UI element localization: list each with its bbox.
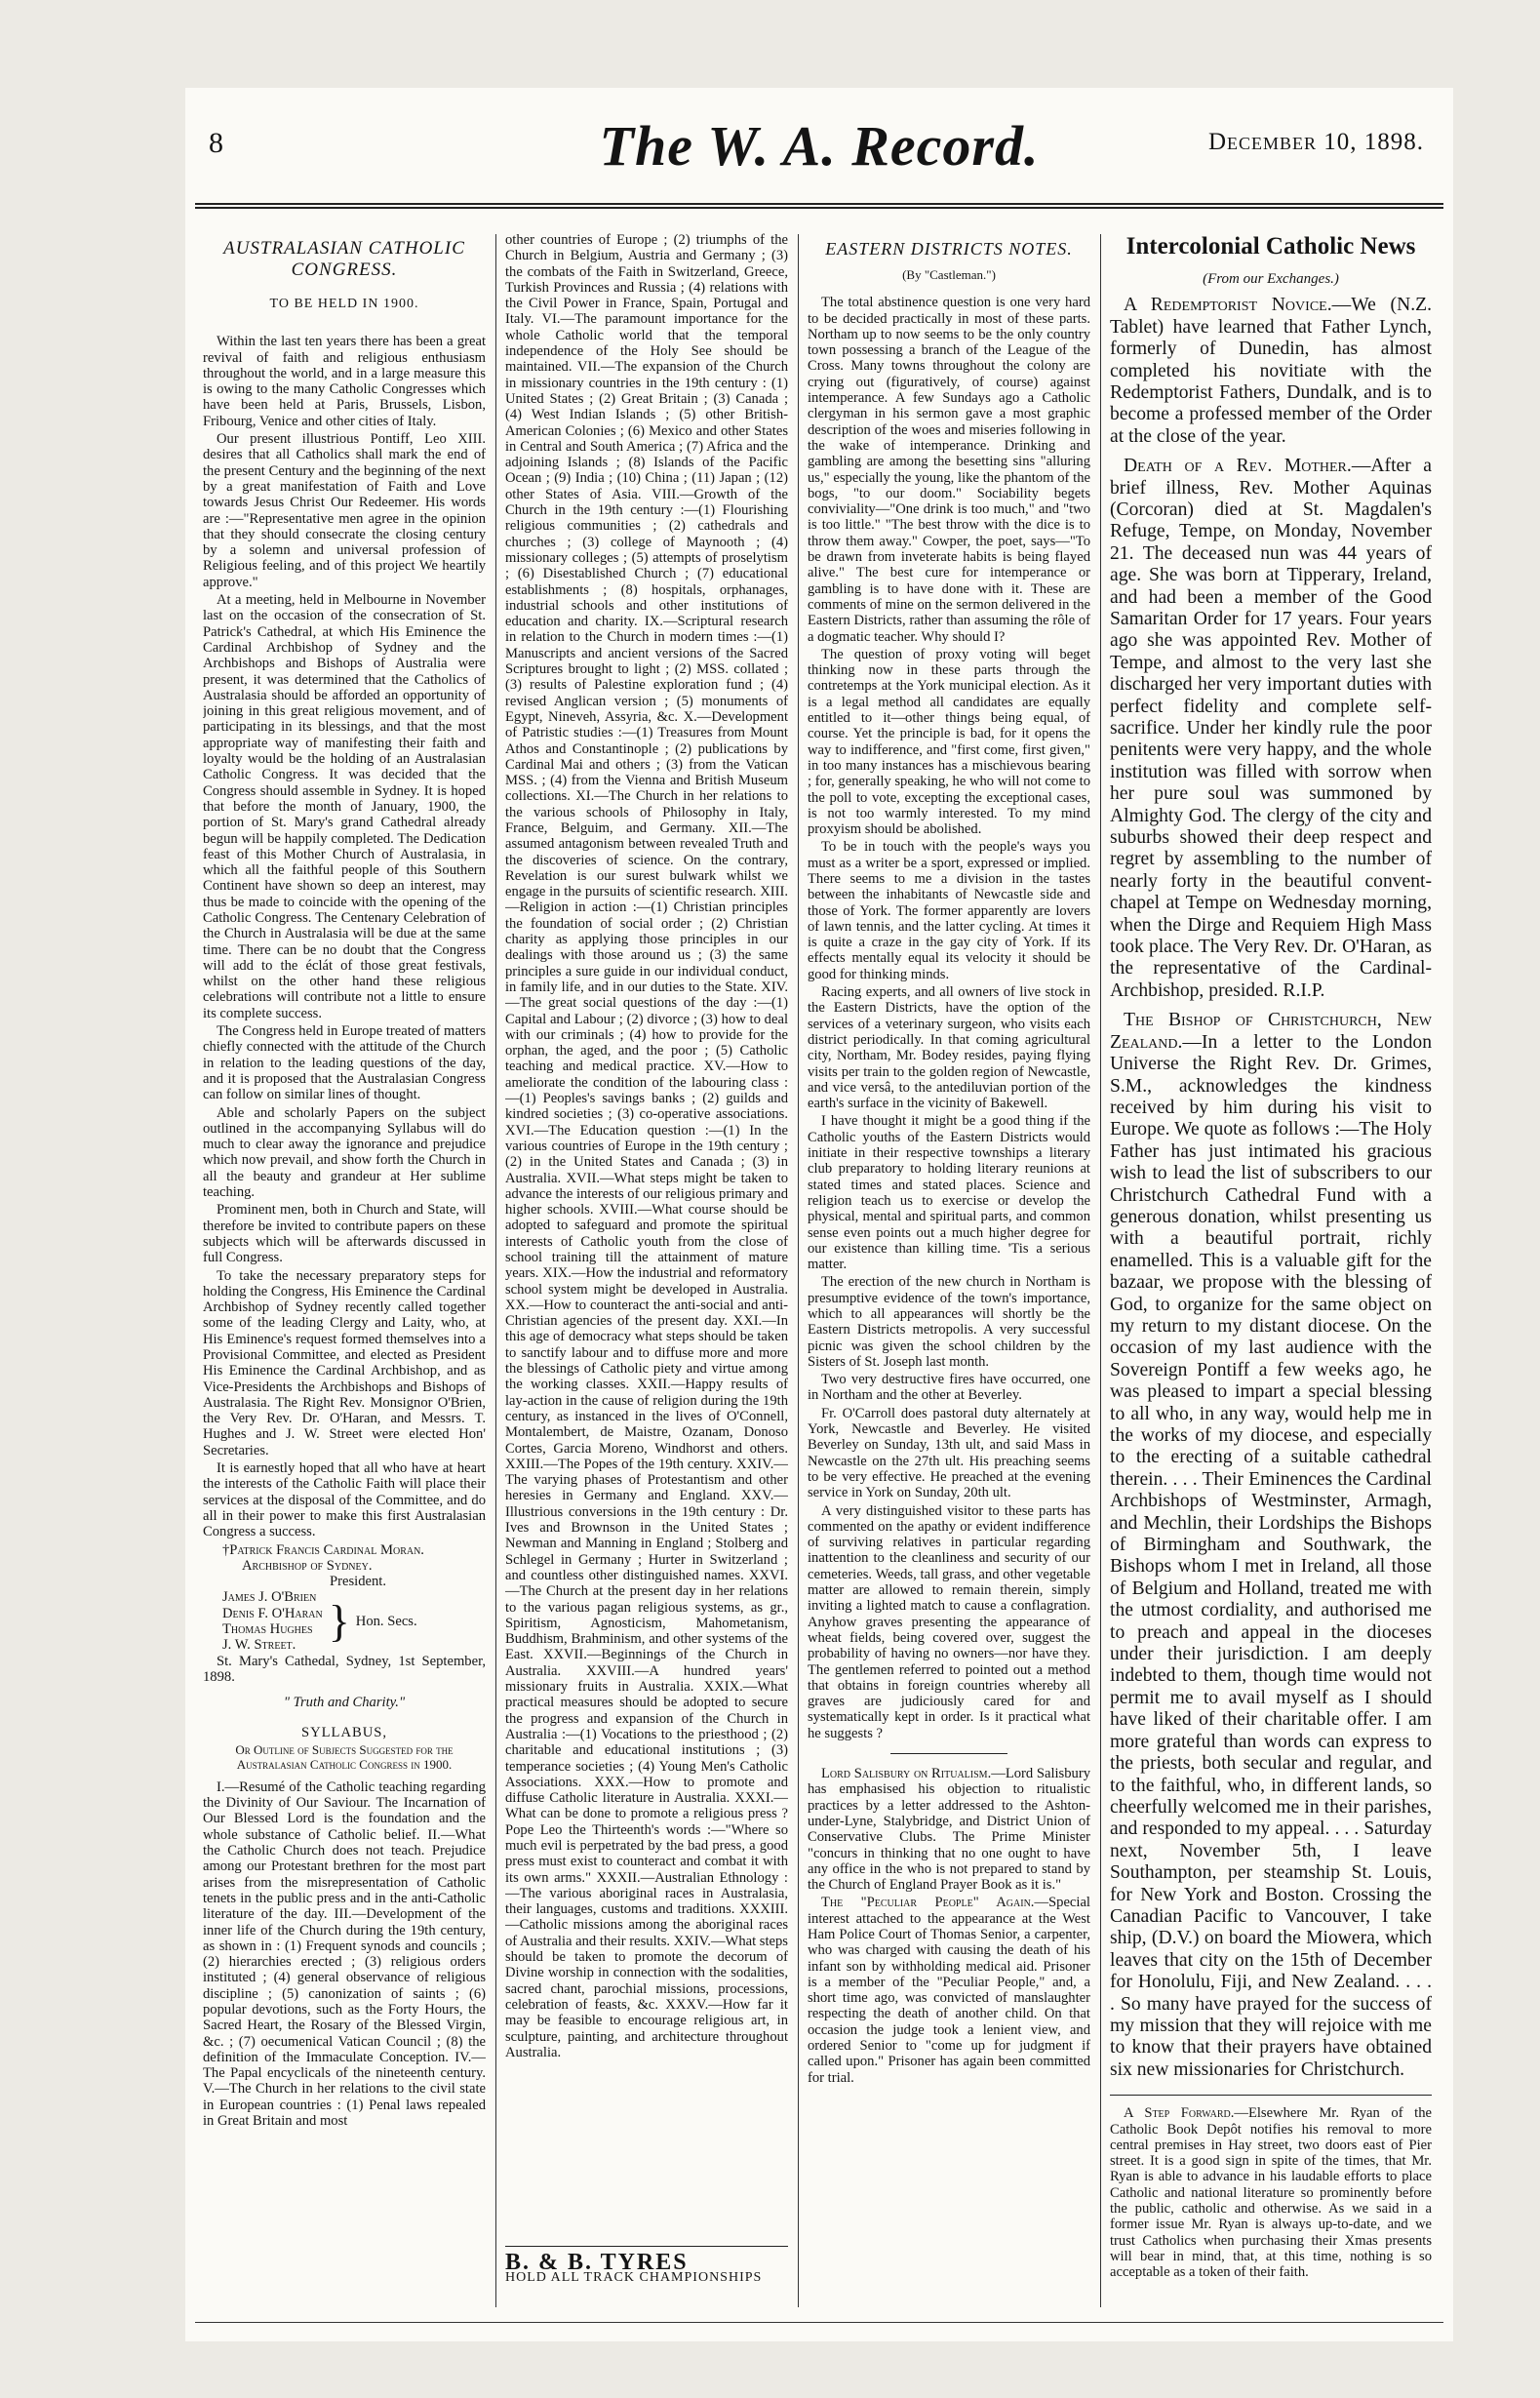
paragraph: Two very destructive fires have occurred, one in Northam and the other at Beverley. <box>808 1372 1090 1404</box>
ad-title-tyres: B. & B. TYRES <box>505 2250 689 2275</box>
place-date: St. Mary's Cathedal, Sydney, 1st September, 1898. <box>203 1653 486 1685</box>
paragraph: The question of proxy voting will beget thinking now in these parts through the contretemps at the York municipal election. As it is a legal method all candidates are equally entitled to it—other things being equal, of course. Yet the principle is bad, for it opens the way to indifference, and "first come, first given," in too many instances has a mischievous bearing ; for, generally speaking, he who will not come to the poll to vote, excepting the exceptional cases, is not too warmly interested. To my mind proxyism should be abolished. <box>808 646 1090 838</box>
paragraph: The erection of the new church in Northam is presumptive evidence of the town's importance, which to all appearances will shortly be the Eastern Districts metropolis. A very successful picnic was given the school children by the Sisters of St. Joseph last month. <box>808 1274 1090 1370</box>
syllabus-continued: other countries of Europe ; (2) triumphs of the Church in Belgium, Austria and Germany ; (3) the combats of the Faith in Switzerland, Greece, Turkish Provinces and Russia ; (4) relations with the Civil Power in France, Spain, Portugal and Italy. VI.—The paramount importance for the whole Catholic world that the temporal independence of the Holy See should be maintained. VII.—The expansion of the Church in missionary countries in the 19th century : (1) United States ; (2) Great Britain ; (3) Canada ; (4) West Indian Islands ; (5) other British-American Colonies ; (6) Mexico and other States in Central and South America ; (7) Africa and the adjoining Islands ; (8) Islands of the Pacific Ocean ; (9) India ; (10) China ; (11) Japan ; (12) other States of Asia. VIII.—Growth of the Church in the 19th century :—(1) Flourishing religious communities ; (2) cathedrals and churches ; (3) college of Maynooth ; (4) missionary colleges ; (5) attempts of proselytism ; (6) Disestablished Church ; (7) educational establishments ; (8) hospitals, orphanages, industrial schools and other institutions of education and charity. IX.—Scriptural research in relation to the Church in modern times :—(1) Manuscripts and ancient versions of the Sacred Scriptures brought to light ; (2) MSS. collated ; (3) results of Palestine exploration fund ; (4) revised Anglican version ; (5) monuments of Egypt, Nineveh, Assyria, &c. X.—Development of Patristic studies :—(1) Treasures from Mount Athos and Constantinople ; (2) publications by Cardinal Mai and others ; (3) from the Vatican MSS. ; (4) from the Vienna and British Museum collections. XI.—The Church in her relations to the various schools of Philosophy in Italy, France, Belguim, and Germany. XII.—The assumed antagonism between revealed Truth and the discoveries of science. On the contrary, Revelation is our surest bulwark whilst we engage in the pursuits of scientific research. XIII.—Religion in action :—(1) Christian principles the foundation of social order ; (2) Christian charity as applying those principles in our dealings with those around us ; (3) the same principles a sure guide in our individual conduct, in family life, and in our duties to the State. XIV.—The great social questions of the day :—(1) Capital and Labour ; (2) divorce ; (3) how to deal with our criminals ; (4) how to provide for the orphan, the aged, and the poor ; (5) Catholic teaching and medical practice. XV.—How to ameliorate the condition of the labouring class :—(1) Peoples's savings banks ; (2) guilds and kindred societies ; (3) co-operative associations. XVI.—The Education question :—(1) In the various countries of Europe in the 19th century ; (2) in the United States and Canada ; (3) in Australia. XVII.—What steps might be taken to advance the interests of our religious primary and higher schools. XVIII.—What course should be adopted to safeguard and promote the spiritual interests of Catholic youth from the close of school training till the attainment of mature years. XIX.—How the industrial and reformatory school system might be developed in Australia. XX.—How to counteract the anti-social and anti-Christian agencies of the present day. XXI.—In this age of democracy what steps should be taken to sanctify labour and to diffuse more and more the blessings of Catholic piety and virtue among the working classes. XXII.—Happy results of lay-action in the cause of religion during the 19th century, as instanced in the lives of O'Connell, Montalembert, de Maistre, Ozanam, Donoso Cortes, Garcia Moreno, Windhorst and others. XXIII.—The Popes of the 19th century. XXIV.—The varying phases of Protestantism and other heresies in Germany and England. XXV.—Illustrious conversions in the 19th century : Dr. Ives and Brownson in the United States ; Newman and Manning in England ; Stolberg and Schlegel in Germany ; Hurter in Switzerland ; and countless other distinguished names. XXVI.—The Church at the present day in her relations to the various pagan religious systems, as gr., Spiritism, Agnosticism, Mahometanism, Buddhism, Brahminism, and other systems of the East. XXVII.—Beginnings of the Church in Australia. XXVIII.—A hundred years' missionary fruits in Australia. XXIX.—What practical measures should be adopted to secure the progress and expansion of the Church in Australia :—(1) Vocations to the priesthood ; (2) charitable and educational institutions ; (3) temperance societies ; (4) Young Men's Catholic Associations. XXX.—How to promote and diffuse Catholic literature in Australia. XXXI.—What can be done to promote a religious press ? Pope Leo the Thirteenth's words :—"Where so much evil is perpetrated by the bad press, a good press must exist to counteract and combat it with its own arms." XXXII.—Australian Ethnology :—The various aboriginal races in Australasia, their languages, customs and traditions. XXXIII.—Catholic missions among the aboriginal races of Australia and their results. XXIV.—What steps should be taken to promote the decorum of Divine worship in connection with the sodalities, sacred chant, parochial missions, processions, celebration of feasts, &c. XXXV.—How far it may be feasible to encourage religious art, in sculpture, painting, and architecture throughout Australia. <box>505 232 788 2060</box>
column-divider <box>495 234 496 2307</box>
paragraph: The Congress held in Europe treated of matters chiefly connected with the attitude of the Church in relation to the leading questions of the day, and it is proposed that the Australasian Congress can follow on similar lines of thought. <box>203 1023 486 1103</box>
column-syllabus-continued <box>505 232 788 2310</box>
signature-role: President. <box>330 1574 386 1590</box>
paragraph: The total abstinence question is one very hard to be decided practically in most of these parts. Northam up to now seems to be the only country town possessing a branch of the League of the Cross. Many towns throughout the colony are crying out (figuratively, of course) against intemperance. A few Sundays ago a Catholic clergyman in his sermon gave a most graphic description of the woes and miseries following in the wake of intemperance. Drinking and gambling are among the besetting sins "alluring us," especially the young, like the phantom of the bogs, "to our doom." Sociability begets conviviality—"One drink is too much," and "two is too little." "The best throw with the dice is to throw them away." Cowper, the poet, says—"To be drawn from inveterate habits is being flayed alive." The best cure for intemperance or gambling is to have done with it. These are comments of mine on the sermon delivered in the Eastern Districts, rather than assuming the rôle of a dogmatic teacher. Why should I? <box>808 295 1090 645</box>
paragraph: At a meeting, held in Melbourne in November last on the occasion of the consecration of St. Patrick's Cathedral, at which His Eminence the Cardinal Archbishop of Sydney and the Archbishops and Bishops of Australia were present, it was determined that the Catholics of Australasia should be afforded an opportunity of joining in this great religious movement, and of participating in its blessings, and that the most appropriate way of manifesting their faith and loyalty would be the holding of an Australasian Catholic Congress. It was decided that the Congress should assemble in Sydney. It is hoped that before the month of January, 1900, the portion of St. Mary's grand Cathedral already begun will be happily completed. The Dedication feast of this Mother Church of Australasia, in which all the faithful people of this Southern Continent have shown so deep an interest, may thus be made to coincide with the opening of the Catholic Congress. The Centenary Celebration of the Church in Australasia will be due at the same time. There can be no doubt that the Congress will add to the éclát of those great festivals, whilst on the other hand these religious celebrations will contribute not a little to ensure its complete success. <box>203 592 486 1021</box>
newspaper-page <box>185 88 1453 2341</box>
ad-rule-top <box>505 2246 788 2247</box>
paragraph-step-forward: A Step Forward.—Elsewhere Mr. Ryan of the Catholic Book Depôt notifies his removal to more central premises in Hay street, two doors east of Pier street. It is a good sign in spite of the times, that Mr. Ryan is able to advance in his laudable efforts to place Catholic and national literature so prominently before the public, catholic and otherwise. As we said in a former issue Mr. Ryan is always up-to-date, and we trust Catholics when purchasing their Xmas presents will bear in mind, that, at this time, nothing is so acceptable as a token of their faith. <box>1110 2105 1432 2281</box>
header-rule <box>195 203 1443 205</box>
paragraph-novice: A Redemptorist Novice.—We (N.Z. Tablet) have learned that Father Lynch, formerly of Dunedin, has almost completed his novitiate with the Redemptorist Fathers, Dundalk, and is to become a professed member of the Order at the close of the year. <box>1110 295 1432 447</box>
signature-cardinal: †Patrick Francis Cardinal Moran. <box>222 1541 424 1558</box>
issue-date: December 10, 1898. <box>1207 129 1424 155</box>
paragraph: Within the last ten years there has been a great revival of faith and religious enthusiasm throughout the world, and in a large measure this is owing to the many Catholic Congresses which have been held at Paris, Brussels, Lisbon, Fribourg, Venice and other cities of Italy. <box>203 334 486 429</box>
ad-subtitle-tyres: HOLD ALL TRACK CHAMPIONSHIPS <box>505 2270 763 2286</box>
short-divider <box>890 1753 1007 1754</box>
paragraph: To be in touch with the people's ways you must as a writer be a sport, expressed or implied. There seems to me a division in the tastes between the inhabitants of Newcastle side and those of York. The former apparently are lovers of lawn tennis, and the latter cycling. At times it is quite a craze in the gay city of York. If its effects mentally equal its velocity it should be good for thinking minds. <box>808 839 1090 982</box>
paragraph: Our present illustrious Pontiff, Leo XIII. desires that all Catholics shall mark the end of the present Century and the beginning of the next by a great manifestation of Faith and Love towards Jesus Christ Our Redeemer. His words are :—"Representative men agree in the opinion that they should consecrate the closing century by a solemn and universal profession of Religious feeling, and of this project We heartily approve." <box>203 431 486 590</box>
section-title-intercolonial: Intercolonial Catholic News <box>1125 233 1416 260</box>
paragraph: Fr. O'Carroll does pastoral duty alternately at York, Newcastle and Beverley. He visited Beverley on Sunday, 13th ult, and said Mass in Newcastle on the 27th ult. His preaching seems to be very effective. He preached at the evening service in York on Sunday, 20th ult. <box>808 1405 1090 1501</box>
footer-rule <box>195 2322 1443 2323</box>
section-rule <box>1110 2095 1432 2096</box>
page-header <box>195 114 1443 185</box>
masthead: The W. A. Record. <box>599 114 1040 178</box>
syllabus-subtitle: Or Outline of Subjects Suggested for the Australasian Catholic Congress in 1900. <box>235 1741 454 1772</box>
column-congress <box>203 232 486 2310</box>
column-divider <box>798 234 799 2307</box>
paragraph: It is earnestly hoped that all who have at heart the interests of the Catholic Faith will place their services at the disposal of the Committee, and do all in their power to make this first Australasian Congress a success. <box>203 1460 486 1540</box>
paragraph: Able and scholarly Papers on the subject outlined in the accompanying Syllabus will do much to clear away the ignorance and prejudice which now prevail, and show forth the Church in all the beauty and grandeur at Her sublime teaching. <box>203 1104 486 1201</box>
article-title-eastern: EASTERN DISTRICTS NOTES. <box>825 239 1073 259</box>
page-number: 8 <box>209 127 223 159</box>
paragraph: Prominent men, both in Church and State, will therefore be invited to contribute papers on these subjects which will be afterwards discussed in full Congress. <box>203 1202 486 1266</box>
secretaries-block <box>203 1589 486 1653</box>
section-source: (From our Exchanges.) <box>1203 271 1339 287</box>
paragraph-bishop: The Bishop of Christchurch, New Zealand.—In a letter to the London Universe the Right Rev. Dr. Grimes, S.M., acknowledges the kindness received by him during his visit to Europe. We quote as follows :—The Holy Father has just intimated his gracious wish to lead the list of subscribers to our Christchurch Cathedral Fund with a generous donation, whilst presenting us with a beautiful portrait, richly enamelled. This is a valuable gift for the bazaar, we propose with the blessing of God, to organize for the same object on my return to my distant diocese. On the occasion of my last audience with the Sovereign Pontiff a few weeks ago, he was pleased to impart a special blessing to all who, in any way, would help me in the works of my diocese, and especially to the erecting of a suitable cathedral therein. . . . Their Eminences the Cardinal Archbishops of Westminster, Armagh, and Mechlin, their Lordships the Bishops of Birmingham and Southwark, the Bishops whom I met in Ireland, all those of Belgium and Holland, treated me with the utmost cordiality, and authorised me to preach and appeal in the dioceses under their jurisdiction. I am deeply indebted to them, though time would not permit me to avail myself as I should have liked of their charitable offer. I am more grateful than words can express to the priests, both secular and regular, and to the faithful, who, in different lands, so cheerfully welcomed me in their parishes, and responded to my appeal. . . . Saturday next, November 5th, I leave Southampton, per steamship St. Louis, for New York and Boston. Crossing the Canadian Pacific to Vancouver, I take ship, (D.V.) on board the Miowera, which leaves that city on the 15th of December for Honolulu, Fiji, and New Zealand. . . . . So many have prayed for the success of my mission that they will rejoice with me to know that their prayers have obtained six new missionaries for Christchurch. <box>1110 1010 1432 2080</box>
motto: " Truth and Charity." <box>283 1695 406 1711</box>
column-eastern-districts <box>808 232 1090 2310</box>
article-title-congress: AUSTRALASIAN CATHOLIC CONGRESS. <box>223 238 465 280</box>
paragraph-rev-mother: Death of a Rev. Mother.—After a brief illness, Rev. Mother Aquinas (Corcoran) died at St. Magdalen's Refuge, Tempe, on Monday, November 21. The deceased nun was 44 years of age. She was born at Tipperary, Ireland, and had been a member of the Good Samaritan Order for 17 years. Four years ago she was appointed Rev. Mother of Tempe, and almost to the very last she discharged her very important duties with perfect fidelity and complete self-sacrifice. Under her kindly rule the poor penitents were very happy, and the whole institution was filled with sorrow when her pure soul was summoned by Almighty God. The clergy of the city and suburbs showed their deep respect and regret by assembling to the number of nearly forty in the beautiful convent-chapel at Tempe on Wednesday morning, when the Dirge and Requiem High Mass took place. The Very Rev. Dr. O'Haran, as the representative of the Cardinal-Archbishop, presided. R.I.P. <box>1110 456 1432 1001</box>
secretaries-list: James J. O'Brien Denis F. O'Haran Thomas Hughes J. W. Street. <box>222 1589 323 1654</box>
paragraph: To take the necessary preparatory steps for holding the Congress, His Eminence the Cardinal Archbishop of Sydney recently called together some of the leading Clergy and Laity, who, at His Eminence's request formed themselves into a Provisional Committee, and elected as President His Eminence the Cardinal Archbishop, and as Vice-Presidents the Archbishops and Bishops of Australasia. The Right Rev. Monsignor O'Brien, the Very Rev. Dr. O'Haran, and Messrs. T. Hughes and J. W. Street were elected Hon' Secretaries. <box>203 1267 486 1459</box>
paragraph: Racing experts, and all owners of live stock in the Eastern Districts, have the option of the services of a veterinary surgeon, who visits each district periodically. In that coming agricultural city, Northam, Mr. Bodey resides, paying flying visits per train to the golden region of Newcastle, and vice versâ, to the antediluvian portion of the earth's surface in the vicinity of Bakewell. <box>808 984 1090 1112</box>
signature-title: Archbishop of Sydney. <box>242 1557 373 1574</box>
paragraph-salisbury: Lord Salisbury on Ritualism.—Lord Salisbury has emphasised his objection to ritualistic practices by a letter addressed to the Ashton-under-Lyne, Stalybridge, and District Union of Conservative Clubs. The Prime Minister "concurs in thinking that no one ought to have any office in the who is not prepared to stand by the Church of England Prayer Book as it is." <box>808 1766 1090 1894</box>
column-divider <box>1100 234 1101 2307</box>
syllabus-text: I.—Resumé of the Catholic teaching regarding the Divinity of Our Saviour. The Incarnation of Our Blessed Lord is the foundation and the whole substance of Catholic belief. II.—What the Catholic Church does not teach. Prejudice among our Protestant brethren for the most part arises from the misrepresentation of Catholic tenets in the public press and in the anti-Catholic literature of the day. III.—Development of the inner life of the Church during the 19th century, as shown in : (1) Frequent synods and councils ; (2) hierarchies erected ; (3) religious orders instituted ; (4) general observance of religious discipline ; (5) canonization of saints ; (6) popular devotions, such as the Forty Hours, the Sacred Heart, the Rosary of the Blessed Virgin, &c. ; (7) oecumenical Vatican Council ; (8) the definition of the Immaculate Conception. IV.—The Papal encyclicals of the nineteenth century. V.—The Church in her relations to the civil state in European countries : (1) Penal laws repealed in Great Britain and most <box>203 1779 486 2130</box>
column-intercolonial <box>1110 232 1432 2310</box>
paragraph: I have thought it might be a good thing if the Catholic youths of the Eastern Districts would initiate in their respective townships a literary club preparatory to holding literary reunions at stated times and stated places. Science and religion teach us to exercise or develop the physical, mental and spiritual parts, and common sense even points out a much higher degree for our existence than killing time. 'Tis a serious matter. <box>808 1113 1090 1273</box>
header-rule-thin <box>195 207 1443 209</box>
paragraph: A very distinguished visitor to these parts has commented on the apathy or evident indifference of surviving relatives in particular regarding inattention to the cleanliness and security of our cemeteries. Weeds, tall grass, and other vegetable matter are allowed to remain therein, simply inviting a lighted match to cause a conflagration. Anyhow graves presenting the appearance of wheat fields, being covered over, suggest the probability of having no owners—nor have they. The gentlemen referred to pointed out a method that obtains in foreign countries whereby all graves are judiciously cared for and systematically kept in order. Is it practical what he suggests ? <box>808 1502 1090 1741</box>
hon-secs-label: Hon. Secs. <box>355 1613 417 1629</box>
brace-glyph: } <box>328 1596 350 1647</box>
article-subtitle-congress: TO BE HELD IN 1900. <box>269 297 419 311</box>
syllabus-title: SYLLABUS, <box>300 1724 388 1740</box>
paragraph-peculiar-people: The "Peculiar People" Again.—Special interest attached to the appearance at the West Ham Police Court of Thomas Senior, a carpenter, who was charged with causing the death of his infant son by withholding medical aid. Prisoner is a member of the "Peculiar People," and, a short time ago, was convicted of manslaughter respecting the death of another child. On that occasion the judge took a lenient view, and ordered Senior to "come up for judgment if called upon." Prisoner has again been committed for trial. <box>808 1895 1090 2086</box>
byline: (By "Castleman.") <box>902 267 996 282</box>
